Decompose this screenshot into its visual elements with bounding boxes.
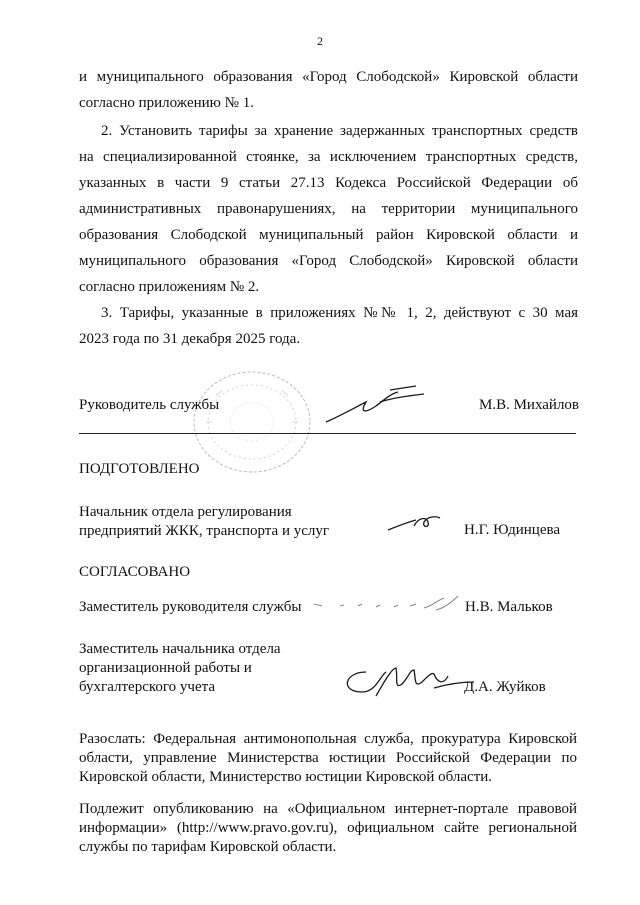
head-signature-icon: [320, 382, 430, 428]
deputy-name: Н.В. Мальков: [465, 599, 553, 615]
page-number: 2: [317, 34, 323, 48]
second-role-line: Заместитель начальника отдела: [79, 641, 281, 657]
prepared-name: Н.Г. Юдинцева: [464, 522, 561, 538]
second-name: Д.А. Жуйков: [464, 679, 546, 695]
paragraph-line: муниципального образования «Город Слободской» Кировской области: [79, 253, 578, 269]
paragraph-line: согласно приложению № 1.: [79, 95, 254, 111]
deputy-role: Заместитель руководителя службы: [79, 599, 302, 615]
distribution-line: Разослать: Федеральная антимонопольная служба, прокуратура Кировской: [79, 731, 577, 747]
head-name: М.В. Михайлов: [479, 397, 580, 413]
paragraph-2: [79, 118, 578, 300]
agreed-heading: СОГЛАСОВАНО: [79, 564, 191, 580]
second-signature-icon: [336, 662, 476, 702]
paragraph-line: 2. Установить тарифы за хранение задержанных транспортных средств: [101, 123, 578, 139]
publication-block: [79, 800, 577, 857]
second-role-line: бухгалтерского учета: [79, 679, 216, 695]
prepared-role-line: предприятий ЖКК, транспорта и услуг: [79, 523, 330, 539]
distribution-block: [79, 730, 577, 787]
paragraph-line: административных правонарушениях, на территории муниципального: [79, 201, 578, 217]
prepared-signature-icon: [384, 508, 446, 534]
divider-line: [79, 433, 576, 434]
prepared-heading: ПОДГОТОВЛЕНО: [79, 461, 200, 477]
head-role: Руководитель службы: [79, 397, 220, 413]
paragraph-line: на специализированной стоянке, за исключением транспортных средств,: [79, 149, 578, 165]
paragraph-line: согласно приложениям № 2.: [79, 279, 260, 295]
paragraph-1: [79, 64, 578, 116]
paragraph-line: 3. Тарифы, указанные в приложениях №№ 1, 2, действуют с 30 мая: [101, 305, 578, 321]
prepared-role-line: Начальник отдела регулирования: [79, 504, 292, 520]
distribution-line: области, управление Министерства юстиции Российской Федерации по: [79, 750, 577, 766]
publication-line: службы по тарифам Кировской области.: [79, 839, 337, 855]
second-role-line: организационной работы и: [79, 660, 252, 676]
deputy-signature-icon: [312, 592, 462, 616]
publication-line: Подлежит опубликованию на «Официальном интернет-портале правовой: [79, 801, 577, 817]
paragraph-line: образования Слободской муниципальный район Кировской области и: [79, 227, 578, 243]
paragraph-line: 2023 года по 31 декабря 2025 года.: [79, 331, 301, 347]
paragraph-line: указанных в части 9 статьи 27.13 Кодекса Российской Федерации об: [79, 175, 578, 191]
prepared-role: [79, 503, 329, 541]
publication-line: информации» (http://www.pravo.gov.ru), официальном сайте региональной: [79, 820, 577, 836]
paragraph-line: и муниципального образования «Город Слободской» Кировской области: [79, 69, 578, 85]
seal-stamp-icon: [186, 366, 318, 478]
second-role: [79, 640, 281, 697]
distribution-line: Кировской области, Министерство юстиции Кировской области.: [79, 769, 493, 785]
paragraph-3: [79, 300, 578, 352]
